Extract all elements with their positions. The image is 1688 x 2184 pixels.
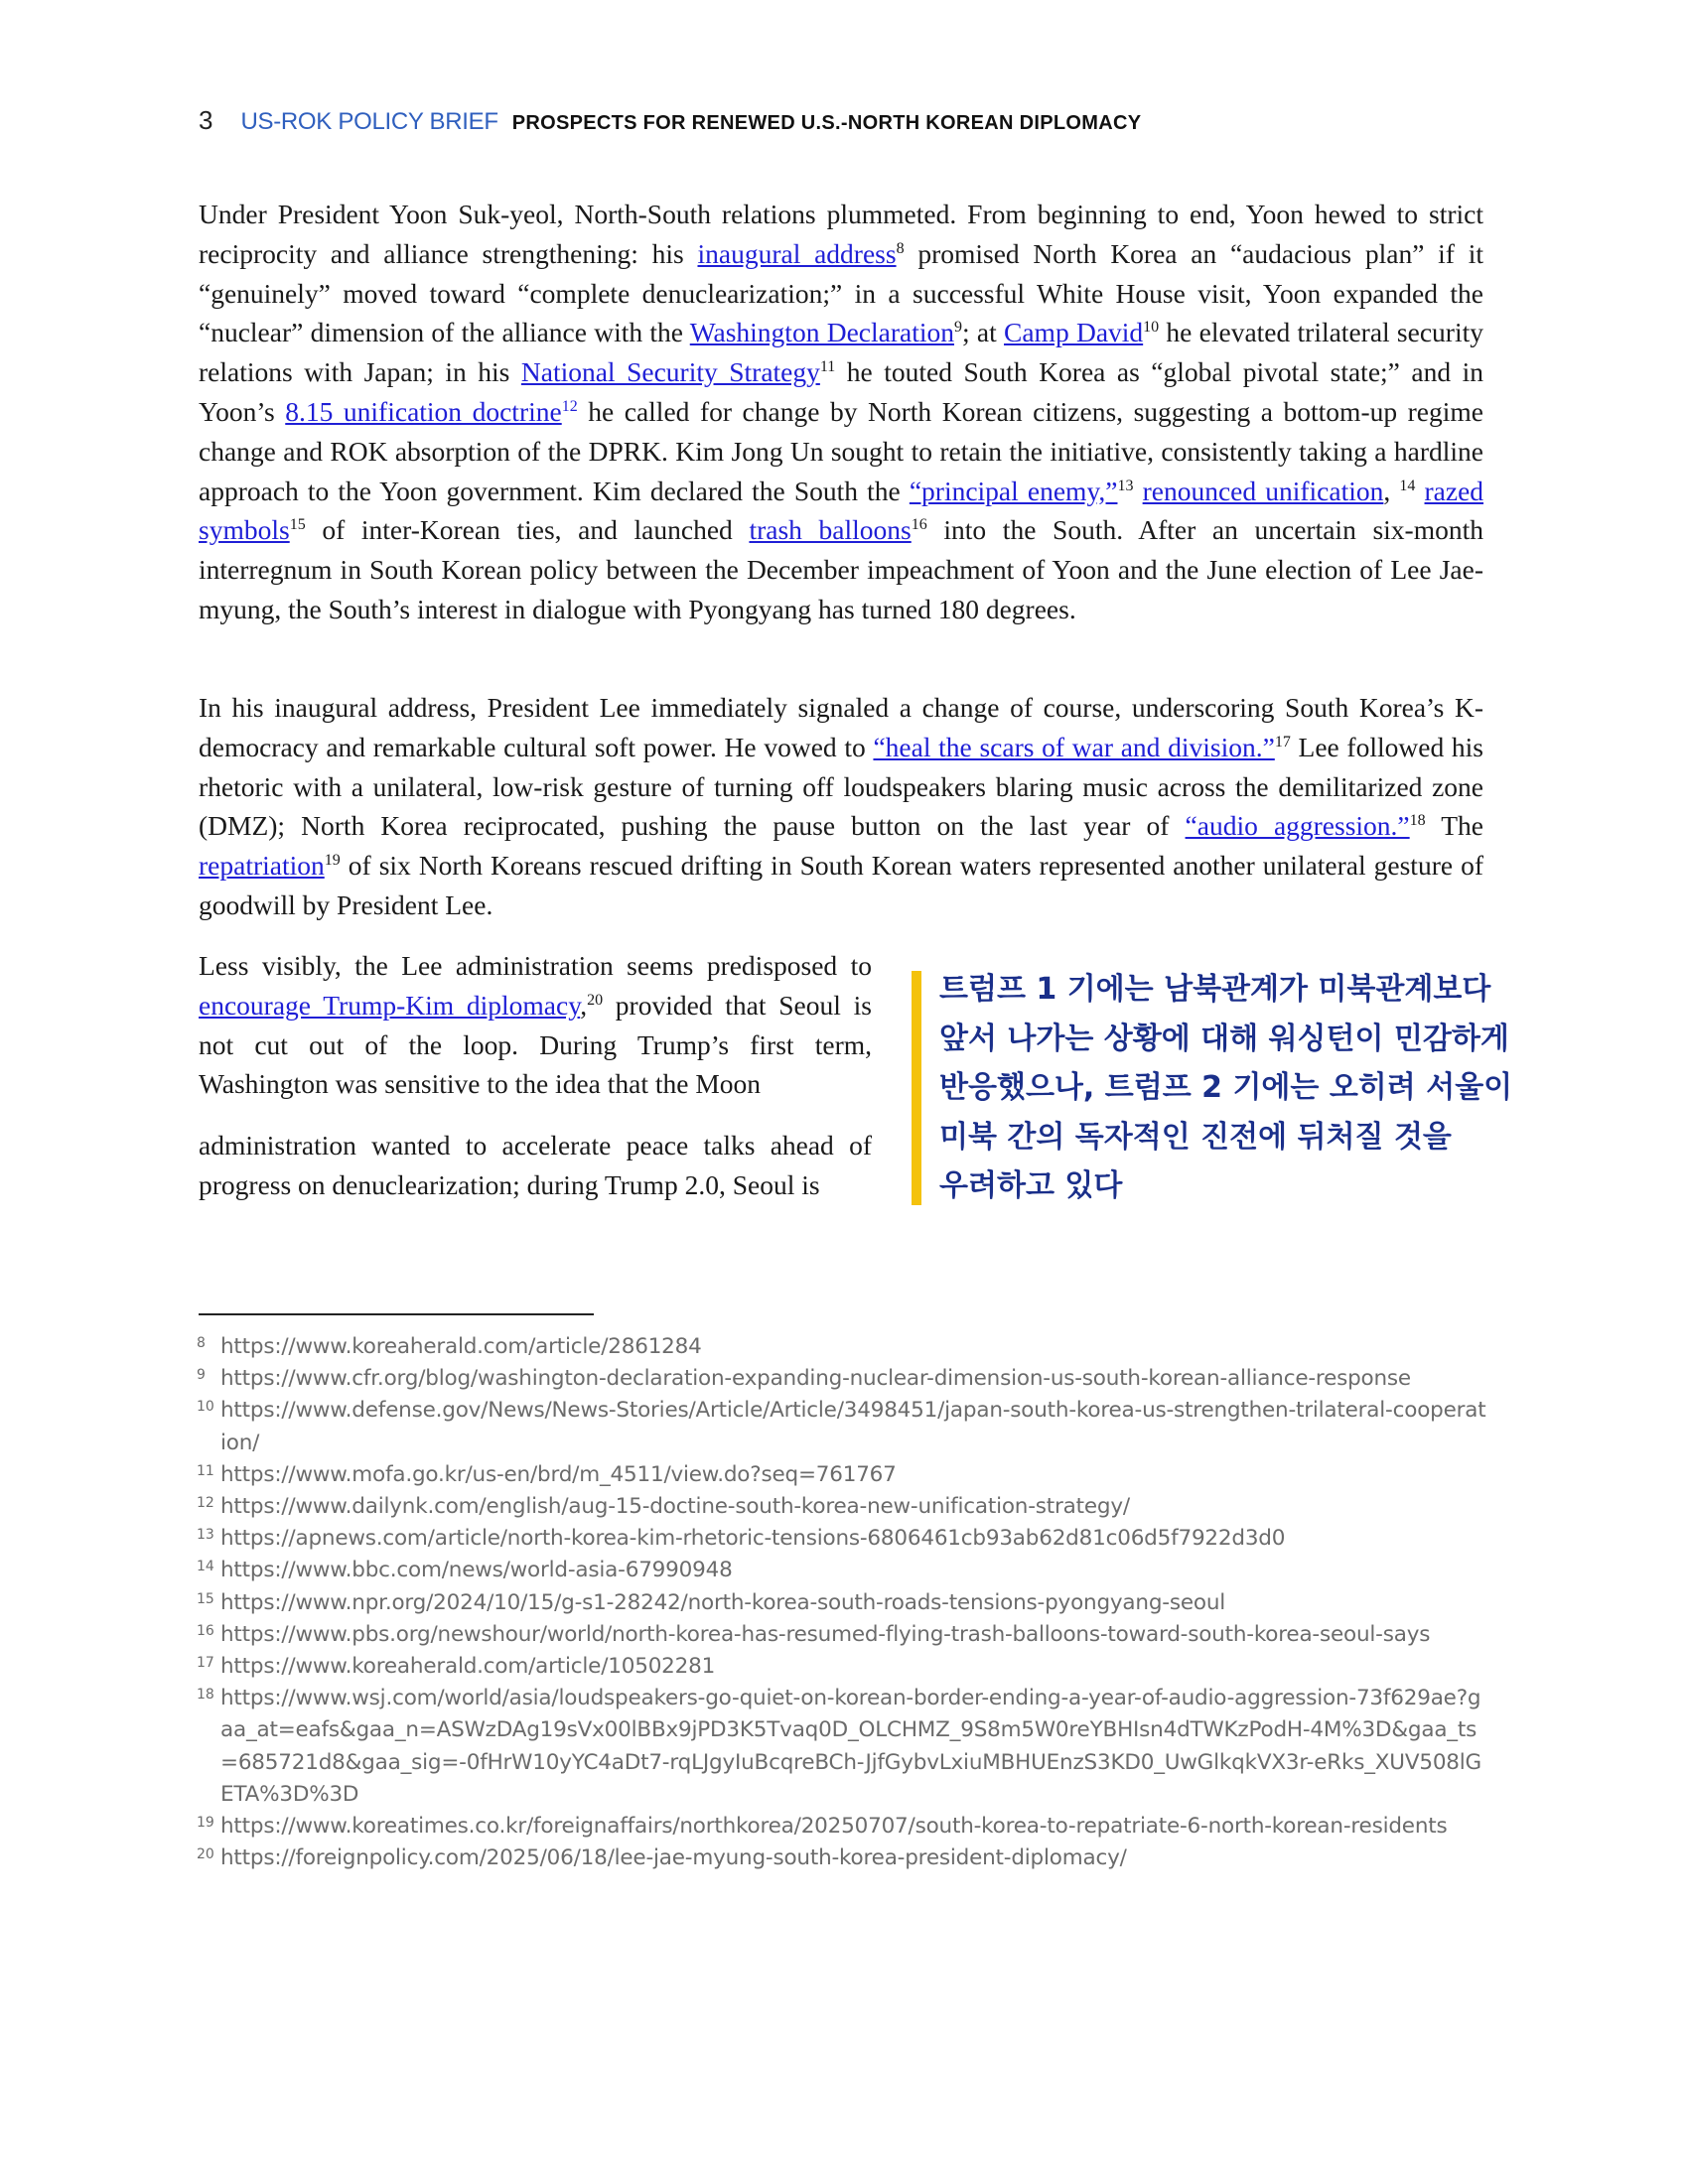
page-header <box>199 105 1141 141</box>
text-run: , <box>580 989 588 1021</box>
text-run: administration wanted to accelerate peace talks ahead of progress on denuclearization; during Trump 2.0, Seoul is <box>199 1130 872 1200</box>
footnote-url[interactable]: https://www.koreatimes.co.kr/foreignaffairs/northkorea/20250707/south-korea-to-repatriate-6-north-korean-residents <box>220 1814 1448 1840</box>
footnote-url[interactable]: https://www.npr.org/2024/10/15/g-s1-28242/north-korea-south-roads-tensions-pyongyang-seoul <box>220 1589 1226 1615</box>
footnote-number: 19 <box>197 1815 214 1832</box>
footnote-number: 18 <box>197 1687 214 1704</box>
footnote-item <box>197 1619 1487 1651</box>
text-run: The <box>1425 810 1484 842</box>
callout-line: 트럼프 1 기에는 남북관계가 미북관계보다 <box>939 972 1491 1007</box>
text-run: he elevated trilateral security relations with Japan; in his <box>199 317 1483 388</box>
link-heal-the-scars[interactable]: “heal the scars of war and division.” <box>873 731 1275 762</box>
footnote-item <box>197 1331 1487 1363</box>
text-run: of six North Koreans rescued drifting in South Korean waters represented another unilateral gesture of goodwill by President Lee. <box>199 850 1483 920</box>
footnote-ref: 12 <box>561 397 578 415</box>
footnote-item <box>197 1555 1487 1586</box>
link-razed-symbols[interactable]: razed symbols <box>199 475 1484 546</box>
text-run: Lee followed his rhetoric with a unilateral, low-risk gesture of turning off loudspeakers blaring music across the demilitarized zone (DMZ); North Korea reciprocated, pushing the pause button on the last year of <box>199 731 1483 842</box>
footnote-item <box>197 1651 1487 1683</box>
footnote-ref: 20 <box>587 991 604 1009</box>
footnote-item <box>197 1523 1487 1555</box>
footnote-number: 16 <box>197 1622 214 1639</box>
footnote-ref: 17 <box>1274 733 1291 751</box>
footnote-number: 20 <box>197 1846 214 1863</box>
footnote-number: 11 <box>197 1462 214 1479</box>
footnote-ref: 16 <box>911 516 927 534</box>
footnote-separator <box>199 1313 594 1315</box>
link-camp-david[interactable]: Camp David <box>1004 317 1144 348</box>
link-trash-balloons[interactable]: trash balloons <box>749 514 912 546</box>
footnote-number: 12 <box>197 1495 214 1512</box>
callout-line: 우려하고 있다 <box>939 1168 1123 1203</box>
callout-line: 반응했으나, 트럼프 2 기에는 오히려 서울이 <box>939 1070 1513 1105</box>
callout-text <box>939 965 1535 1211</box>
text-run: into the South. After an uncertain six-month interregnum in South Korean policy between the December impeachment of Yoon and the June election of Lee Jae-myung, the South’s interest in dialogue with Pyongyang has turned 180 degrees. <box>199 514 1483 624</box>
footnote-number: 14 <box>197 1559 214 1575</box>
footnote-item <box>197 1843 1487 1874</box>
footnote-ref: 15 <box>289 516 306 534</box>
footnote-ref: 19 <box>324 852 341 870</box>
footnote-item <box>197 1491 1487 1523</box>
footnote-url[interactable]: https://www.pbs.org/newshour/world/north-korea-has-resumed-flying-trash-balloons-toward-south-korea-seoul-says <box>220 1621 1431 1647</box>
text-run: ; at <box>961 317 1004 348</box>
text-run: promised North Korea an “audacious plan” if it “genuinely” moved toward “complete denuclearization;” in a successful White House visit, Yoon expanded the “nuclear” dimension of the alliance with the <box>199 237 1483 348</box>
footnote-url[interactable]: https://www.koreaherald.com/article/2861284 <box>220 1334 702 1359</box>
link-repatriation[interactable]: repatriation <box>199 850 325 882</box>
footnote-item <box>197 1459 1487 1491</box>
footnote-item <box>197 1811 1487 1843</box>
link-renounced-unification[interactable]: renounced unification <box>1142 475 1384 506</box>
link-washington-declaration[interactable]: Washington Declaration <box>689 317 954 348</box>
link-unification-doctrine[interactable]: 8.15 unification doctrine <box>285 395 562 427</box>
footnote-ref: 11 <box>819 358 836 376</box>
callout-accent-bar <box>912 971 921 1205</box>
footnote-ref: 10 <box>1143 319 1160 337</box>
paragraph-lee-inaugural <box>199 688 1483 925</box>
footnote-ref: 9 <box>953 319 962 337</box>
footnote-url[interactable]: https://apnews.com/article/north-korea-kim-rhetoric-tensions-6806461cb93ab62d81c06d5f7922d3d0 <box>220 1526 1286 1552</box>
link-audio-aggression[interactable]: “audio aggression.” <box>1185 810 1410 842</box>
link-encourage-trump-kim[interactable]: encourage Trump-Kim diplomacy <box>199 989 581 1021</box>
text-run: Under President Yoon Suk-yeol, North-South relations plummeted. From beginning to end, Yoon hewed to strict reciprocity and alliance strengthening: his <box>199 199 1483 269</box>
footnote-ref: 18 <box>1409 812 1426 830</box>
text-run: provided that Seoul is not cut out of the loop. During Trump’s first term, Washington was sensitive to the idea that the Moon <box>199 989 872 1100</box>
footnote-number: 9 <box>197 1367 206 1384</box>
footnote-number: 13 <box>197 1527 214 1544</box>
callout-line: 앞서 나가는 상황에 대해 워싱턴이 민감하게 <box>939 1021 1509 1056</box>
footnote-item <box>197 1363 1487 1395</box>
footnote-url[interactable]: https://www.koreaherald.com/article/10502281 <box>220 1654 716 1680</box>
pull-quote-callout <box>912 971 1527 1205</box>
text-run: he touted South Korea as “global pivotal state;” and in Yoon’s <box>199 356 1483 427</box>
footnote-url[interactable]: https://foreignpolicy.com/2025/06/18/lee-jae-myung-south-korea-president-diplomacy/ <box>220 1845 1127 1871</box>
footnote-item <box>197 1587 1487 1619</box>
footnote-url[interactable]: https://www.cfr.org/blog/washington-declaration-expanding-nuclear-dimension-us-south-korean-alliance-response <box>220 1366 1411 1392</box>
text-run: he called for change by North Korean citizens, suggesting a bottom-up regime change and ROK absorption of the DPRK. Kim Jong Un sought to retain the initiative, consistently taking a hardline approach to the Yoon government. Kim declared the South the <box>199 395 1484 506</box>
text-run: In his inaugural address, President Lee immediately signaled a change of course, underscoring South Korea’s K-democracy and remarkable cultural soft power. He vowed to <box>199 692 1483 762</box>
brief-brand: US-ROK POLICY BRIEF <box>240 108 498 135</box>
footnote-number: 17 <box>197 1655 214 1672</box>
footnote-ref: 8 <box>896 239 905 257</box>
callout-line: 미북 간의 독자적인 진전에 뒤처질 것을 <box>939 1119 1452 1155</box>
brief-title: PROSPECTS FOR RENEWED U.S.-NORTH KOREAN DIPLOMACY <box>511 112 1142 134</box>
footnote-url[interactable]: https://www.mofa.go.kr/us-en/brd/m_4511/view.do?seq=761767 <box>220 1461 897 1487</box>
paragraph-trump-kim-part1 <box>199 946 872 1104</box>
footnote-number: 10 <box>197 1399 214 1416</box>
footnote-url[interactable]: https://www.dailynk.com/english/aug-15-doctine-south-korea-new-unification-strategy/ <box>220 1494 1130 1520</box>
paragraph-yoon-era <box>199 195 1483 629</box>
text-run <box>1415 476 1424 506</box>
footnote-item <box>197 1395 1487 1458</box>
text-run: Less visibly, the Lee administration seems predisposed to <box>199 950 872 981</box>
link-national-security-strategy[interactable]: National Security Strategy <box>520 356 820 388</box>
page-number: 3 <box>199 105 213 135</box>
text-run: , <box>1383 475 1400 506</box>
text-run <box>1133 476 1142 506</box>
link-principal-enemy[interactable]: “principal enemy,” <box>909 475 1118 506</box>
footnote-ref: 14 <box>1399 477 1416 494</box>
footnote-item <box>197 1683 1487 1811</box>
paragraph-trump-kim-part2 <box>199 1126 872 1205</box>
footnote-number: 15 <box>197 1590 214 1607</box>
footnote-ref: 13 <box>1117 477 1134 494</box>
footnote-url[interactable]: https://www.wsj.com/world/asia/loudspeakers-go-quiet-on-korean-border-ending-a-year-of-audio-aggression-73f629ae?gaa_at=eafs&gaa_n=ASWzDAg19sVx00lBBx9jPD3K5Tvaq0D_OLCHMZ_9S8m5W0reYBHIsn4dTWKzPodH-4M%3D&gaa_ts=685721d8&gaa_sig=-0fHrW10yYC4aDt7-rqLJgyIuBcqreBCh-JjfGybvLxiuMBHUEnzS3KD0_UwGlkqkVX3r-eRks_XUV508lGETA%3D%3D <box>220 1686 1482 1807</box>
text-run: of inter-Korean ties, and launched <box>305 514 750 546</box>
link-inaugural-address[interactable]: inaugural address <box>697 237 897 269</box>
footnote-url[interactable]: https://www.defense.gov/News/News-Stories/Article/Article/3498451/japan-south-korea-us-strengthen-trilateral-cooperation/ <box>220 1398 1486 1455</box>
footnote-url[interactable]: https://www.bbc.com/news/world-asia-67990948 <box>220 1558 733 1583</box>
footnote-number: 8 <box>197 1335 206 1351</box>
footnotes-list <box>197 1331 1487 1874</box>
